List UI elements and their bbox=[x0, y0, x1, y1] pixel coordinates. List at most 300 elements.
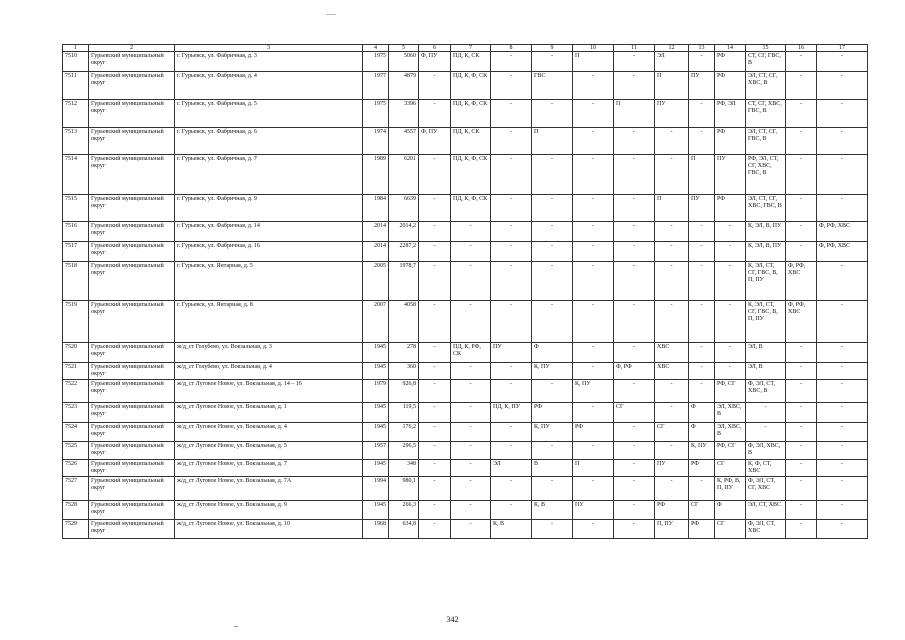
table-cell: - bbox=[451, 442, 491, 460]
column-header: 17 bbox=[817, 45, 868, 52]
table-cell: - bbox=[655, 403, 689, 423]
table-cell: 1977 bbox=[363, 72, 389, 100]
table-cell: 7515 bbox=[63, 195, 89, 222]
table-cell: - bbox=[817, 343, 868, 363]
table-cell: 1975 bbox=[363, 100, 389, 128]
table-cell: 2014 bbox=[363, 222, 389, 242]
table-cell: 926,8 bbox=[389, 380, 419, 403]
table-cell: - bbox=[614, 343, 655, 363]
table-row bbox=[63, 343, 868, 363]
table-cell: 7525 bbox=[63, 442, 89, 460]
table-cell: - bbox=[491, 301, 532, 343]
table-cell: ЭЛ, СТ, СГ, ХВС, В bbox=[746, 72, 786, 100]
table-cell: ж/д_ст Голубево, ул. Вокзальная, д. 3 bbox=[175, 343, 363, 363]
table-cell: - bbox=[532, 195, 573, 222]
table-cell: - bbox=[715, 222, 746, 242]
table-cell: 7527 bbox=[63, 477, 89, 501]
column-header: 2 bbox=[89, 45, 175, 52]
table-cell: - bbox=[573, 72, 614, 100]
table-cell: РФ bbox=[689, 460, 715, 477]
table-cell: Гурьевский муниципальный округ bbox=[89, 477, 175, 501]
table-cell: - bbox=[786, 380, 817, 403]
table-cell: - bbox=[532, 222, 573, 242]
table-cell: - bbox=[786, 477, 817, 501]
table-cell: ж/д_ст Голубево, ул. Вокзальная, д. 4 bbox=[175, 363, 363, 380]
table-cell: 7522 bbox=[63, 380, 89, 403]
table-cell: Гурьевский муниципальный округ bbox=[89, 501, 175, 520]
table-cell: - bbox=[817, 155, 868, 195]
table-cell: - bbox=[655, 222, 689, 242]
table-cell: П bbox=[689, 155, 715, 195]
table-cell: г. Гурьевск, ул. Фабричная, д. 14 bbox=[175, 222, 363, 242]
table-cell: ПД, К, СК bbox=[451, 52, 491, 72]
table-cell: П bbox=[532, 128, 573, 155]
table-cell: ж/д_ст Луговое Новое, ул. Вокзальная, д. 1 bbox=[175, 403, 363, 423]
table-cell: - bbox=[614, 423, 655, 442]
table-cell: Гурьевский муниципальный округ bbox=[89, 100, 175, 128]
table-cell: К, В bbox=[532, 501, 573, 520]
table-cell: - bbox=[689, 100, 715, 128]
table-cell: - bbox=[532, 262, 573, 301]
table-cell: - bbox=[451, 520, 491, 539]
table-cell: ПУ bbox=[573, 501, 614, 520]
column-header: 8 bbox=[491, 45, 532, 52]
table-cell: - bbox=[689, 363, 715, 380]
table-cell: - bbox=[573, 128, 614, 155]
table-cell: - bbox=[689, 222, 715, 242]
table-cell: - bbox=[532, 52, 573, 72]
table-cell: - bbox=[491, 363, 532, 380]
table-cell: - bbox=[655, 442, 689, 460]
table-cell: - bbox=[786, 72, 817, 100]
table-cell: Ф, ПУ bbox=[419, 128, 451, 155]
table-cell: - bbox=[451, 301, 491, 343]
table-cell: Гурьевский муниципальный округ bbox=[89, 242, 175, 262]
table-cell: РФ, ЭЛ bbox=[715, 100, 746, 128]
table-cell: - bbox=[689, 128, 715, 155]
table-row bbox=[63, 301, 868, 343]
table-cell: - bbox=[491, 195, 532, 222]
table-cell: 7521 bbox=[63, 363, 89, 380]
table-cell: - bbox=[786, 520, 817, 539]
table-cell: - bbox=[614, 222, 655, 242]
table-cell: - bbox=[451, 262, 491, 301]
table-cell: 4557 bbox=[389, 128, 419, 155]
table-cell: - bbox=[817, 380, 868, 403]
table-cell: 2014 bbox=[363, 242, 389, 262]
table-cell: 1975 bbox=[363, 52, 389, 72]
table-cell: 2014,2 bbox=[389, 222, 419, 242]
table-cell: Гурьевский муниципальный округ bbox=[89, 222, 175, 242]
table-cell: - bbox=[655, 242, 689, 262]
table-cell: ХВС bbox=[655, 343, 689, 363]
table-cell: - bbox=[689, 242, 715, 262]
table-cell: ж/д_ст Луговое Новое, ул. Вокзальная, д. 14 – 16 bbox=[175, 380, 363, 403]
table-cell: 360 bbox=[389, 363, 419, 380]
table-cell: ХВС bbox=[655, 363, 689, 380]
table-cell: - bbox=[715, 301, 746, 343]
table-cell: - bbox=[573, 363, 614, 380]
table-cell: 1978,7 bbox=[389, 262, 419, 301]
table-cell: ЭЛ, СТ, СГ, ХВС, ГВС, В bbox=[746, 195, 786, 222]
table-cell: - bbox=[419, 520, 451, 539]
table-cell: 2007 bbox=[363, 301, 389, 343]
table-cell: Ф, РФ bbox=[614, 363, 655, 380]
column-header: 12 bbox=[655, 45, 689, 52]
table-cell: Гурьевский муниципальный округ bbox=[89, 403, 175, 423]
table-cell: - bbox=[715, 262, 746, 301]
table-cell: - bbox=[491, 380, 532, 403]
table-cell: РФ bbox=[715, 72, 746, 100]
table-cell: - bbox=[614, 501, 655, 520]
table-cell: - bbox=[715, 343, 746, 363]
table-cell: Ф, ПУ bbox=[419, 52, 451, 72]
table-cell: 2005 bbox=[363, 262, 389, 301]
table-cell: - bbox=[817, 442, 868, 460]
table-cell: - bbox=[614, 72, 655, 100]
table-cell: Ф, ЭЛ, СТ, СГ, ХВС bbox=[746, 477, 786, 501]
table-cell: - bbox=[451, 423, 491, 442]
table-cell: г. Гурьевск, ул. Фабричная, д. 4 bbox=[175, 72, 363, 100]
table-cell: - bbox=[419, 242, 451, 262]
table-cell: - bbox=[532, 520, 573, 539]
table-row bbox=[63, 100, 868, 128]
table-cell: 1945 bbox=[363, 363, 389, 380]
table-row bbox=[63, 72, 868, 100]
table-cell: - bbox=[817, 72, 868, 100]
table-cell: ж/д_ст Луговое Новое, ул. Вокзальная, д. 10 bbox=[175, 520, 363, 539]
table-cell: - bbox=[573, 262, 614, 301]
table-cell: П bbox=[573, 52, 614, 72]
table-cell: - bbox=[491, 442, 532, 460]
table-cell: ПД, К, РФ, СК bbox=[451, 343, 491, 363]
column-header: 6 bbox=[419, 45, 451, 52]
table-cell: ж/д_ст Луговое Новое, ул. Вокзальная, д. 7А bbox=[175, 477, 363, 501]
table-cell: 1945 bbox=[363, 501, 389, 520]
table-cell: П bbox=[614, 100, 655, 128]
table-cell: - bbox=[419, 363, 451, 380]
table-cell: 1945 bbox=[363, 423, 389, 442]
table-cell: - bbox=[614, 477, 655, 501]
table-cell: 7529 bbox=[63, 520, 89, 539]
column-header: 4 bbox=[363, 45, 389, 52]
table-cell: ПУ bbox=[491, 343, 532, 363]
table-cell: - bbox=[451, 501, 491, 520]
table-cell: 7514 bbox=[63, 155, 89, 195]
table-cell: Ф, ЭЛ, ХВС, В bbox=[746, 442, 786, 460]
table-cell: - bbox=[746, 423, 786, 442]
table-cell: ПД, К, СК bbox=[451, 128, 491, 155]
table-cell: - bbox=[689, 301, 715, 343]
table-cell: - bbox=[655, 128, 689, 155]
table-cell: Ф, РФ, ХВС bbox=[817, 222, 868, 242]
table-cell: - bbox=[451, 403, 491, 423]
table-cell: - bbox=[655, 477, 689, 501]
table-cell: - bbox=[532, 242, 573, 262]
table-row bbox=[63, 520, 868, 539]
table-cell: ПУ bbox=[655, 100, 689, 128]
table-cell: РФ bbox=[715, 52, 746, 72]
table-row bbox=[63, 460, 868, 477]
table-cell: 1945 bbox=[363, 460, 389, 477]
table-cell: г. Гурьевск, ул. Фабричная, д. 16 bbox=[175, 242, 363, 262]
table-cell: - bbox=[451, 242, 491, 262]
table-cell: ПУ bbox=[689, 72, 715, 100]
table-row bbox=[63, 52, 868, 72]
scan-mark bbox=[326, 14, 336, 15]
table-cell: - bbox=[614, 195, 655, 222]
table-cell: 119,5 bbox=[389, 403, 419, 423]
table-cell: 3396 bbox=[389, 100, 419, 128]
table-cell: П, ПУ bbox=[655, 520, 689, 539]
table-cell: - bbox=[451, 460, 491, 477]
table-cell: - bbox=[614, 442, 655, 460]
table-cell: - bbox=[419, 460, 451, 477]
table-cell: - bbox=[491, 501, 532, 520]
table-cell: Ф, ЭЛ, СТ, ХВС bbox=[746, 520, 786, 539]
table-cell: - bbox=[491, 52, 532, 72]
table-cell: - bbox=[573, 520, 614, 539]
table-cell: - bbox=[786, 128, 817, 155]
table-cell: ЭЛ, ХВС, В bbox=[715, 423, 746, 442]
table-cell: 7528 bbox=[63, 501, 89, 520]
table-cell: ЭЛ, СТ, СГ, ГВС, В bbox=[746, 128, 786, 155]
table-cell: - bbox=[573, 301, 614, 343]
table-cell: Гурьевский муниципальный округ bbox=[89, 155, 175, 195]
table-cell: РФ, СГ bbox=[715, 442, 746, 460]
table-cell: - bbox=[451, 222, 491, 242]
table-cell: СГ bbox=[715, 520, 746, 539]
table-cell: ПД, К, Ф, СК bbox=[451, 72, 491, 100]
table-cell: ПУ bbox=[715, 155, 746, 195]
table-cell: - bbox=[451, 380, 491, 403]
column-header: 7 bbox=[451, 45, 491, 52]
table-cell: ж/д_ст Луговое Новое, ул. Вокзальная, д. 9 bbox=[175, 501, 363, 520]
table-cell: г. Гурьевск, ул. Янтарная, д. 5 bbox=[175, 262, 363, 301]
table-cell: - bbox=[573, 343, 614, 363]
column-header: 16 bbox=[786, 45, 817, 52]
table-cell: - bbox=[491, 477, 532, 501]
table-cell: 1984 bbox=[363, 195, 389, 222]
table-cell: 5060 bbox=[389, 52, 419, 72]
table-cell: - bbox=[573, 100, 614, 128]
header-row bbox=[63, 45, 868, 52]
table-cell: 7523 bbox=[63, 403, 89, 423]
table-cell: Ф, РФ, ХВС bbox=[817, 242, 868, 262]
table-cell: - bbox=[786, 442, 817, 460]
table-cell: - bbox=[689, 343, 715, 363]
table-cell: К, ПУ bbox=[689, 442, 715, 460]
table-cell: П bbox=[655, 195, 689, 222]
table-cell: - bbox=[786, 501, 817, 520]
table-cell: ЭЛ, В bbox=[746, 363, 786, 380]
table-cell: - bbox=[419, 380, 451, 403]
table-cell: Гурьевский муниципальный округ bbox=[89, 52, 175, 72]
table-cell: 7510 bbox=[63, 52, 89, 72]
table-cell: - bbox=[532, 301, 573, 343]
table-cell: - bbox=[419, 501, 451, 520]
column-header: 13 bbox=[689, 45, 715, 52]
table-cell: - bbox=[817, 477, 868, 501]
table-cell: 1974 bbox=[363, 128, 389, 155]
register-table bbox=[62, 44, 868, 539]
table-cell: - bbox=[419, 403, 451, 423]
column-header: 14 bbox=[715, 45, 746, 52]
table-cell: - bbox=[491, 242, 532, 262]
table-cell: Ф, ЭЛ, СТ, ХВС, В bbox=[746, 380, 786, 403]
table-cell: - bbox=[419, 195, 451, 222]
table-cell: РФ bbox=[655, 501, 689, 520]
table-cell: - bbox=[817, 501, 868, 520]
column-header: 3 bbox=[175, 45, 363, 52]
table-row bbox=[63, 195, 868, 222]
table-cell: - bbox=[573, 442, 614, 460]
table-cell: - bbox=[614, 380, 655, 403]
table-cell: - bbox=[786, 363, 817, 380]
table-cell: РФ bbox=[715, 128, 746, 155]
table-cell: ГВС bbox=[532, 72, 573, 100]
table-row bbox=[63, 363, 868, 380]
table-cell: К, ПУ bbox=[532, 363, 573, 380]
table-cell: 1957 bbox=[363, 442, 389, 460]
table-cell: К, ПУ bbox=[532, 423, 573, 442]
table-row bbox=[63, 222, 868, 242]
table-cell: 6201 bbox=[389, 155, 419, 195]
table-cell: - bbox=[419, 72, 451, 100]
table-cell: К, ЭЛ, В, ПУ bbox=[746, 222, 786, 242]
table-cell: - bbox=[419, 442, 451, 460]
table-cell: - bbox=[419, 343, 451, 363]
table-cell: - bbox=[614, 128, 655, 155]
table-cell: 7520 bbox=[63, 343, 89, 363]
table-cell: - bbox=[817, 100, 868, 128]
table-cell: - bbox=[655, 380, 689, 403]
table-cell: - bbox=[817, 423, 868, 442]
table-row bbox=[63, 423, 868, 442]
table-cell: - bbox=[817, 128, 868, 155]
table-cell: 2287,2 bbox=[389, 242, 419, 262]
table-cell: - bbox=[614, 52, 655, 72]
table-cell: 7518 bbox=[63, 262, 89, 301]
page-number: 342 bbox=[446, 615, 459, 624]
table-cell: - bbox=[573, 242, 614, 262]
table-cell: 6639 bbox=[389, 195, 419, 222]
column-header: 5 bbox=[389, 45, 419, 52]
table-cell: - bbox=[786, 242, 817, 262]
table-cell: 296,5 bbox=[389, 442, 419, 460]
table-cell: 7516 bbox=[63, 222, 89, 242]
table-cell: 7524 bbox=[63, 423, 89, 442]
table-cell: - bbox=[655, 301, 689, 343]
table-cell: СГ bbox=[655, 423, 689, 442]
table-cell: - bbox=[817, 460, 868, 477]
table-cell: - bbox=[573, 195, 614, 222]
table-row bbox=[63, 155, 868, 195]
table-cell: Ф bbox=[532, 343, 573, 363]
table-cell: - bbox=[532, 380, 573, 403]
table-row bbox=[63, 128, 868, 155]
table-cell: - bbox=[614, 301, 655, 343]
table-cell: ЭЛ, СТ, ХВС bbox=[746, 501, 786, 520]
table-cell: - bbox=[451, 363, 491, 380]
table-cell: СТ, СГ, ХВС, ГВС, В bbox=[746, 100, 786, 128]
table-cell: 1945 bbox=[363, 403, 389, 423]
table-cell: 4058 bbox=[389, 301, 419, 343]
table-cell: - bbox=[573, 403, 614, 423]
table-cell: - bbox=[655, 262, 689, 301]
table-cell: К, РФ, В, П, ПУ bbox=[715, 477, 746, 501]
table-cell: - bbox=[451, 477, 491, 501]
table-cell: 7511 bbox=[63, 72, 89, 100]
table-cell: - bbox=[614, 460, 655, 477]
table-cell: К, ЭЛ, СТ, СГ, ГВС, В, П, ПУ bbox=[746, 301, 786, 343]
table-row bbox=[63, 380, 868, 403]
table-cell: К, ПУ bbox=[573, 380, 614, 403]
table-cell: К, ЭЛ, СТ, СГ, ГВС, В, П, ПУ bbox=[746, 262, 786, 301]
table-cell: Гурьевский муниципальный округ bbox=[89, 343, 175, 363]
table-cell: К, Ф, СТ, ХВС bbox=[746, 460, 786, 477]
table-cell: 7526 bbox=[63, 460, 89, 477]
table-cell: - bbox=[689, 477, 715, 501]
table-cell: Гурьевский муниципальный округ bbox=[89, 262, 175, 301]
table-cell: СГ bbox=[614, 403, 655, 423]
column-header: 10 bbox=[573, 45, 614, 52]
table-cell: РФ bbox=[573, 423, 614, 442]
column-header: 11 bbox=[614, 45, 655, 52]
table-cell: 1968 bbox=[363, 520, 389, 539]
table-cell: г. Гурьевск, ул. Янтарная, д. 8 bbox=[175, 301, 363, 343]
table-cell: - bbox=[689, 380, 715, 403]
table-body bbox=[63, 52, 868, 539]
table-cell: - bbox=[419, 477, 451, 501]
table-cell: РФ, ЭЛ, СТ, СГ, ХВС, ГВС, В bbox=[746, 155, 786, 195]
table-cell: РФ, СГ bbox=[715, 380, 746, 403]
table-cell: ЭЛ, ХВС, В bbox=[715, 403, 746, 423]
table-cell: - bbox=[491, 128, 532, 155]
table-cell: 7517 bbox=[63, 242, 89, 262]
table-cell: 4879 bbox=[389, 72, 419, 100]
table-cell: - bbox=[614, 242, 655, 262]
table-cell: ж/д_ст Луговое Новое, ул. Вокзальная, д. 4 bbox=[175, 423, 363, 442]
table-cell: - bbox=[786, 343, 817, 363]
table-cell: Ф, РФ, ХВС bbox=[786, 301, 817, 343]
table-row bbox=[63, 501, 868, 520]
table-cell: 980,1 bbox=[389, 477, 419, 501]
table-cell: - bbox=[419, 222, 451, 242]
table-cell: ПД, К, Ф, СК bbox=[451, 100, 491, 128]
table-cell: 1994 bbox=[363, 477, 389, 501]
table-cell: ПД, К, Ф, СК bbox=[451, 195, 491, 222]
table-cell: 1979 bbox=[363, 380, 389, 403]
table-cell: СГ bbox=[689, 501, 715, 520]
table-cell: ЭЛ bbox=[655, 52, 689, 72]
table-cell: Гурьевский муниципальный округ bbox=[89, 301, 175, 343]
table-cell: г. Гурьевск, ул. Фабричная, д. 6 bbox=[175, 128, 363, 155]
table-cell: - bbox=[786, 155, 817, 195]
table-cell: 7512 bbox=[63, 100, 89, 128]
table-cell: Ф, РФ, ХВС bbox=[786, 262, 817, 301]
table-cell: - bbox=[419, 155, 451, 195]
table-row bbox=[63, 477, 868, 501]
table-cell: - bbox=[786, 222, 817, 242]
table-cell: - bbox=[532, 155, 573, 195]
table-cell: - bbox=[655, 155, 689, 195]
scan-mark bbox=[234, 626, 238, 627]
table-row bbox=[63, 262, 868, 301]
table-cell: ПД, К, ПУ bbox=[491, 403, 532, 423]
table-cell: 7513 bbox=[63, 128, 89, 155]
table-cell: - bbox=[817, 52, 868, 72]
